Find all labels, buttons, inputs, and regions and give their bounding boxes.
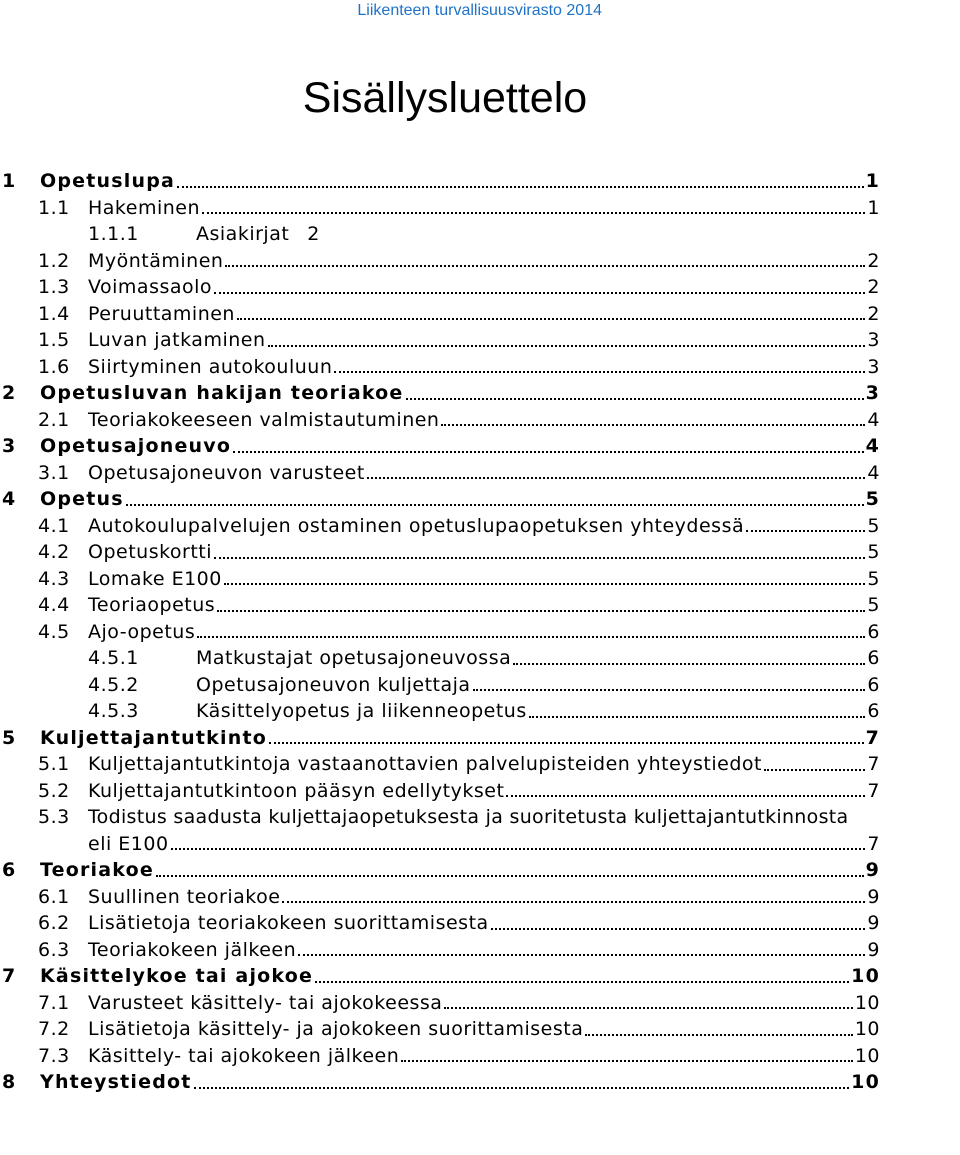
toc-entry[interactable] bbox=[0, 274, 880, 301]
toc-entry-page: 3 bbox=[867, 329, 880, 351]
toc-entry[interactable] bbox=[0, 221, 880, 248]
toc-entry-number: 4.3 bbox=[38, 567, 70, 590]
document-header: Liikenteen turvallisuusvirasto 2014 bbox=[357, 2, 602, 19]
toc-entry-page: 7 bbox=[865, 726, 880, 749]
toc-entry-title: Käsittelyopetus ja liikenneopetus bbox=[196, 700, 527, 722]
dot-leader bbox=[401, 1054, 853, 1062]
toc-entry[interactable] bbox=[0, 407, 880, 434]
toc-entry-title: Käsittelykoe tai ajokoe bbox=[40, 965, 314, 987]
toc-entry-page: 5 bbox=[867, 567, 880, 590]
dot-leader bbox=[217, 604, 865, 612]
toc-entry-title: Luvan jatkaminen bbox=[88, 329, 266, 351]
dot-leader bbox=[441, 418, 865, 426]
toc-entry[interactable] bbox=[0, 1016, 880, 1043]
toc-entry-title: Teoriakokeeseen valmistautuminen bbox=[88, 408, 440, 431]
toc-entry[interactable] bbox=[0, 301, 880, 328]
toc-entry-number: 4.5.3 bbox=[88, 700, 139, 722]
toc-entry-title: Kuljettajantutkintoja vastaanottavien palvelupisteiden yhteystiedot bbox=[88, 753, 762, 775]
toc-entry-page: 6 bbox=[867, 673, 880, 696]
toc-entry-page: 4 bbox=[867, 461, 880, 484]
page-title: Sisällysluettelo bbox=[302, 74, 588, 122]
dot-leader bbox=[529, 710, 866, 718]
toc-entry-number: 4.5.2 bbox=[88, 673, 139, 696]
toc-entry[interactable] bbox=[0, 380, 880, 407]
toc-entry-page: 2 bbox=[867, 302, 880, 325]
toc-entry-page: 6 bbox=[867, 647, 880, 669]
toc-entry-number: 1.3 bbox=[38, 276, 70, 298]
toc-entry-title: Voimassaolo bbox=[88, 276, 213, 298]
toc-entry-page: 10 bbox=[851, 965, 880, 987]
toc-entry[interactable] bbox=[0, 990, 880, 1017]
toc-entry-number: 2.1 bbox=[38, 408, 70, 431]
dot-leader bbox=[269, 736, 864, 744]
toc-entry-page: 3 bbox=[867, 355, 880, 378]
toc-entry-title: Opetusluvan hakijan teoriakoe bbox=[40, 382, 404, 404]
toc-entry-page: 5 bbox=[867, 514, 880, 537]
toc-entry[interactable] bbox=[0, 937, 880, 964]
toc-entry-title-continued: eli E100 bbox=[88, 832, 169, 855]
toc-entry-page: 5 bbox=[867, 541, 880, 563]
dot-leader bbox=[506, 789, 865, 797]
dot-leader bbox=[406, 392, 864, 400]
toc-entry-title: Lisätietoja käsittely- ja ajokokeen suorittamisesta bbox=[88, 1018, 584, 1040]
toc-entry[interactable] bbox=[0, 513, 880, 540]
dot-leader bbox=[156, 869, 864, 877]
toc-entry[interactable] bbox=[0, 566, 880, 593]
toc-entry-title: Matkustajat opetusajoneuvossa bbox=[196, 647, 512, 669]
toc-entry-number: 1.5 bbox=[38, 329, 70, 351]
toc-entry[interactable] bbox=[0, 884, 880, 911]
toc-entry[interactable] bbox=[0, 751, 880, 778]
toc-entry-number: 7.1 bbox=[38, 991, 70, 1014]
toc-entry-page: 5 bbox=[867, 594, 880, 616]
dot-leader bbox=[315, 975, 849, 983]
toc-entry-page: 2 bbox=[307, 223, 320, 245]
toc-entry-number: 3 bbox=[2, 435, 17, 457]
toc-entry-page: 2 bbox=[867, 249, 880, 272]
toc-entry[interactable] bbox=[0, 804, 960, 831]
toc-entry-title: Lomake E100 bbox=[88, 567, 222, 590]
toc-entry-number: 8 bbox=[2, 1071, 17, 1093]
toc-entry-number: 5.1 bbox=[38, 753, 70, 775]
toc-entry-number: 4.5 bbox=[38, 620, 70, 643]
toc-entry-title: Myöntäminen bbox=[88, 249, 224, 272]
dot-leader bbox=[268, 339, 866, 347]
toc-entry-number: 4.1 bbox=[38, 514, 70, 537]
toc-entry[interactable] bbox=[0, 168, 880, 195]
toc-entry[interactable] bbox=[0, 248, 880, 275]
toc-entry-page: 3 bbox=[865, 382, 880, 404]
toc-entry[interactable] bbox=[0, 486, 880, 513]
toc-entry-page: 10 bbox=[854, 991, 880, 1014]
toc-entry-number: 4.4 bbox=[38, 594, 70, 616]
toc-entry-number: 3.1 bbox=[38, 461, 70, 484]
toc-entry[interactable] bbox=[0, 1069, 880, 1096]
toc-entry-title: Asiakirjat bbox=[196, 223, 290, 245]
toc-entry-page: 9 bbox=[865, 859, 880, 881]
dot-leader bbox=[126, 498, 864, 506]
toc-entry-page: 9 bbox=[867, 912, 880, 934]
toc-entry-page: 10 bbox=[854, 1018, 880, 1040]
dot-leader bbox=[214, 551, 865, 559]
toc-entry-page: 4 bbox=[867, 408, 880, 431]
dot-leader bbox=[491, 922, 866, 930]
toc-entry-page: 2 bbox=[867, 276, 880, 298]
dot-leader bbox=[282, 895, 865, 903]
toc-entry-page: 7 bbox=[867, 753, 880, 775]
toc-entry-page: 1 bbox=[865, 170, 880, 192]
toc-entry-title: Opetusajoneuvon varusteet bbox=[88, 461, 365, 484]
toc-entry[interactable] bbox=[0, 857, 880, 884]
toc-entry-title: Autokoulupalvelujen ostaminen opetuslupaopetuksen yhteydessä bbox=[88, 514, 745, 537]
dot-leader bbox=[214, 286, 865, 294]
toc-entry-title: Opetuslupa bbox=[40, 170, 176, 192]
toc-entry-number: 5.2 bbox=[38, 779, 70, 802]
dot-leader bbox=[473, 683, 866, 691]
toc-entry[interactable] bbox=[0, 539, 880, 566]
toc-entry-title: Teoriakoe bbox=[40, 859, 154, 881]
toc-entry-title: Todistus saadusta kuljettajaopetuksesta ja suoritetusta kuljettajantutkinnosta bbox=[88, 806, 849, 828]
toc-entry-title: Siirtyminen autokouluun bbox=[88, 355, 333, 378]
toc-entry-page: 6 bbox=[867, 700, 880, 722]
toc-entry-page: 10 bbox=[854, 1044, 880, 1067]
dot-leader bbox=[298, 948, 865, 956]
toc-entry[interactable] bbox=[0, 1043, 880, 1070]
toc-entry-number: 6.3 bbox=[38, 938, 70, 961]
toc-entry-title: Lisätietoja teoriakokeen suorittamisesta bbox=[88, 912, 489, 934]
dot-leader bbox=[334, 365, 865, 373]
toc-entry-page: 6 bbox=[867, 620, 880, 643]
toc-entry-page: 10 bbox=[851, 1071, 880, 1093]
toc-entry[interactable] bbox=[0, 327, 880, 354]
toc-entry-page: 7 bbox=[867, 779, 880, 802]
toc-entry[interactable] bbox=[0, 592, 880, 619]
toc-entry-number: 1.1.1 bbox=[88, 223, 139, 245]
toc-entry-title: Yhteystiedot bbox=[40, 1071, 192, 1093]
toc-entry[interactable] bbox=[0, 433, 880, 460]
dot-leader bbox=[237, 312, 865, 320]
toc-entry-title: Kuljettajantutkintoon pääsyn edellytykset bbox=[88, 779, 505, 802]
toc-entry-title: Ajo-opetus bbox=[88, 620, 196, 643]
toc-entry-title: Hakeminen bbox=[88, 196, 201, 219]
toc-entry-continuation[interactable] bbox=[0, 831, 880, 858]
dot-leader bbox=[513, 657, 865, 665]
dot-leader bbox=[367, 471, 866, 479]
dot-leader bbox=[225, 259, 865, 267]
toc-entry-number: 6 bbox=[2, 859, 17, 881]
dot-leader bbox=[224, 577, 866, 585]
toc-entry[interactable] bbox=[0, 354, 880, 381]
toc-entry-number: 1.6 bbox=[38, 355, 70, 378]
toc-entry[interactable] bbox=[0, 725, 880, 752]
toc-entry-title: Teoriaopetus bbox=[88, 594, 216, 616]
toc-entry[interactable] bbox=[0, 195, 880, 222]
toc-entry-title: Suullinen teoriakoe bbox=[88, 885, 281, 908]
toc-entry-page: 1 bbox=[867, 196, 880, 219]
dot-leader bbox=[171, 842, 866, 850]
dot-leader bbox=[177, 180, 864, 188]
toc-entry-page: 7 bbox=[867, 832, 880, 855]
toc-entry-title: Kuljettajantutkinto bbox=[40, 726, 267, 749]
toc-entry-number: 5.3 bbox=[38, 806, 70, 828]
toc-entry[interactable] bbox=[0, 910, 880, 937]
toc-entry-number: 2 bbox=[2, 382, 17, 404]
toc-entry-number: 6.2 bbox=[38, 912, 70, 934]
dot-leader bbox=[233, 445, 863, 453]
dot-leader bbox=[746, 524, 865, 532]
toc-entry-page: 4 bbox=[865, 435, 880, 457]
dot-leader bbox=[764, 763, 865, 771]
toc-entry-title: Peruuttaminen bbox=[88, 302, 235, 325]
toc-entry-number: 7 bbox=[2, 965, 17, 987]
toc-entry-number: 6.1 bbox=[38, 885, 70, 908]
toc-entry-title: Käsittely- tai ajokokeen jälkeen bbox=[88, 1044, 400, 1067]
toc-entry-number: 4.5.1 bbox=[88, 647, 139, 669]
dot-leader bbox=[202, 206, 865, 214]
toc-entry-page: 9 bbox=[867, 938, 880, 961]
toc-entry[interactable] bbox=[0, 963, 880, 990]
toc-entry-number: 1.1 bbox=[38, 196, 70, 219]
toc-entry-title: Opetusajoneuvo bbox=[40, 435, 232, 457]
toc-entry-number: 4.2 bbox=[38, 541, 70, 563]
toc-entry[interactable] bbox=[0, 672, 880, 699]
toc-entry-number: 7.2 bbox=[38, 1018, 70, 1040]
toc-entry[interactable] bbox=[0, 619, 880, 646]
toc-entry[interactable] bbox=[0, 698, 880, 725]
dot-leader bbox=[194, 1081, 850, 1089]
toc-entry-number: 1.4 bbox=[38, 302, 70, 325]
dot-leader bbox=[197, 630, 865, 638]
toc-entry-page: 5 bbox=[865, 488, 880, 510]
toc-entry-title: Opetusajoneuvon kuljettaja bbox=[196, 673, 471, 696]
table-of-contents bbox=[0, 168, 960, 1096]
toc-entry-title: Teoriakokeen jälkeen bbox=[88, 938, 297, 961]
toc-entry-page: 9 bbox=[867, 885, 880, 908]
toc-entry-number: 5 bbox=[2, 726, 17, 749]
toc-entry-number: 1 bbox=[2, 170, 17, 192]
toc-entry-title: Opetus bbox=[40, 488, 124, 510]
toc-entry-number: 7.3 bbox=[38, 1044, 70, 1067]
toc-entry-title: Opetuskortti bbox=[88, 541, 213, 563]
toc-entry-number: 4 bbox=[2, 488, 17, 510]
dot-leader bbox=[585, 1028, 852, 1036]
toc-entry-number: 1.2 bbox=[38, 249, 70, 272]
dot-leader bbox=[444, 1001, 852, 1009]
toc-entry-title: Varusteet käsittely- tai ajokokeessa bbox=[88, 991, 443, 1014]
toc-entry[interactable] bbox=[0, 645, 880, 672]
toc-entry[interactable] bbox=[0, 460, 880, 487]
toc-entry[interactable] bbox=[0, 778, 880, 805]
